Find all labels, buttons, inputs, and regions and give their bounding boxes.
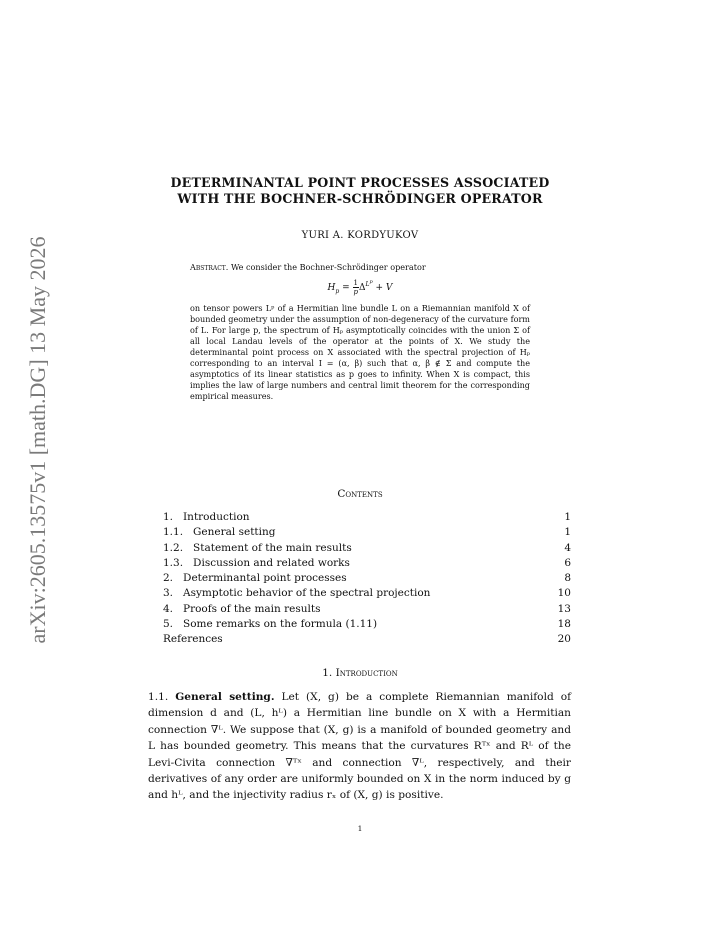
arxiv-sidebar: [8, 236, 68, 644]
equation-eq: =: [339, 283, 353, 293]
toc-entry[interactable]: [163, 541, 571, 556]
abstract: [190, 262, 530, 402]
abstract-text: on tensor powers Lᵖ of a Hermitian line bundle L on a Riemannian manifold X of bounded geometry under the assumption of non-degeneracy of the curvature form of L. For large p, the spectrum of Hₚ asymptotically coincides with the union Σ of all local Landau levels of the operator at the points of X. We study the determinantal point process on X associated with the spectral projection of Hₚ corresponding to an interval I = (α, β) such that α, β ∉ Σ and compute the asymptotics of its linear statistics as p goes to infinity. When X is compact, this implies the law of large numbers and central limit theorem for the corresponding empirical measures.: [190, 302, 530, 401]
section-paragraph: Let (X, g) be a complete Riemannian manifold of dimension d and (L, hᴸ) a Hermitian line bundle on X with a Hermitian connection ∇ᴸ. We suppose that (X, g) is a manifold of bounded geometry and L has bounded geometry. This means that the curvatures Rᵀˣ and Rᴸ of the Levi-Civita connection ∇ᵀˣ and connection ∇ᴸ, respectively, and their derivatives of any order are uniformly bounded on X in the norm induced by g and hᴸ, and the injectivity radius rₓ of (X, g) is positive.: [148, 691, 572, 802]
paper-title: [145, 175, 575, 207]
abstract-intro-line: [190, 262, 530, 273]
equation-tail: + V: [372, 283, 393, 293]
toc-entry-label: 1.3. Discussion and related works: [163, 556, 350, 569]
toc-entry-label: 5. Some remarks on the formula (1.11): [163, 618, 378, 631]
toc-entry-page: 8: [564, 572, 571, 585]
toc-entry-page: 6: [564, 556, 571, 569]
toc-entry-label: 3. Asymptotic behavior of the spectral projection: [163, 587, 431, 600]
toc-entry[interactable]: [163, 586, 571, 601]
equation-laplacian: Δ: [358, 283, 366, 293]
contents-heading: Contents: [337, 488, 383, 500]
toc-entry-page: 10: [557, 587, 571, 600]
toc-entry[interactable]: [163, 556, 571, 571]
section-heading: 1. Introduction: [322, 667, 398, 679]
toc-entry[interactable]: [163, 617, 571, 632]
toc-entry-page: 20: [557, 633, 571, 646]
table-of-contents: [163, 510, 571, 648]
toc-entry-label: 4. Proofs of the main results: [163, 602, 321, 615]
toc-entry-page: 18: [557, 618, 571, 631]
page-number: 1: [357, 824, 363, 833]
abstract-intro: We consider the Bochner-Schrödinger operator: [230, 262, 426, 272]
toc-entry-page: 1: [564, 526, 571, 539]
subsection-number: 1.1.: [148, 691, 169, 703]
toc-entry[interactable]: [163, 602, 571, 617]
toc-entry-label: References: [163, 633, 223, 646]
subsection-title: General setting.: [175, 691, 275, 703]
toc-entry-page: 1: [564, 511, 571, 523]
fraction-denominator: p: [353, 288, 358, 296]
abstract-label: Abstract.: [190, 262, 229, 272]
fraction-numerator: 1: [353, 279, 358, 287]
toc-entry-page: 13: [557, 602, 571, 615]
section-body: [148, 689, 571, 804]
title-line-1: DETERMINANTAL POINT PROCESSES ASSOCIATED: [170, 175, 550, 190]
toc-entry[interactable]: [163, 525, 571, 540]
author-name: YURI A. KORDYUKOV: [301, 230, 419, 241]
toc-entry[interactable]: [163, 510, 571, 525]
title-line-2: WITH THE BOCHNER-SCHRÖDINGER OPERATOR: [177, 191, 543, 206]
toc-entry-label: 1. Introduction: [163, 511, 250, 523]
equation-sup2: p: [369, 279, 373, 285]
equation-sup: L: [365, 281, 370, 288]
toc-entry-label: 1.1. General setting: [163, 526, 276, 539]
toc-entry[interactable]: [163, 571, 571, 586]
toc-entry[interactable]: [163, 632, 571, 647]
equation-lhs: H: [327, 283, 336, 293]
arxiv-identifier: arXiv:2605.13575v1 [math.DG] 13 May 2026: [25, 236, 50, 644]
toc-entry-label: 2. Determinantal point processes: [163, 572, 347, 585]
equation-sub: p: [335, 287, 340, 295]
toc-entry-page: 4: [564, 541, 571, 554]
abstract-equation: [190, 277, 530, 297]
toc-entry-label: 1.2. Statement of the main results: [163, 541, 352, 554]
